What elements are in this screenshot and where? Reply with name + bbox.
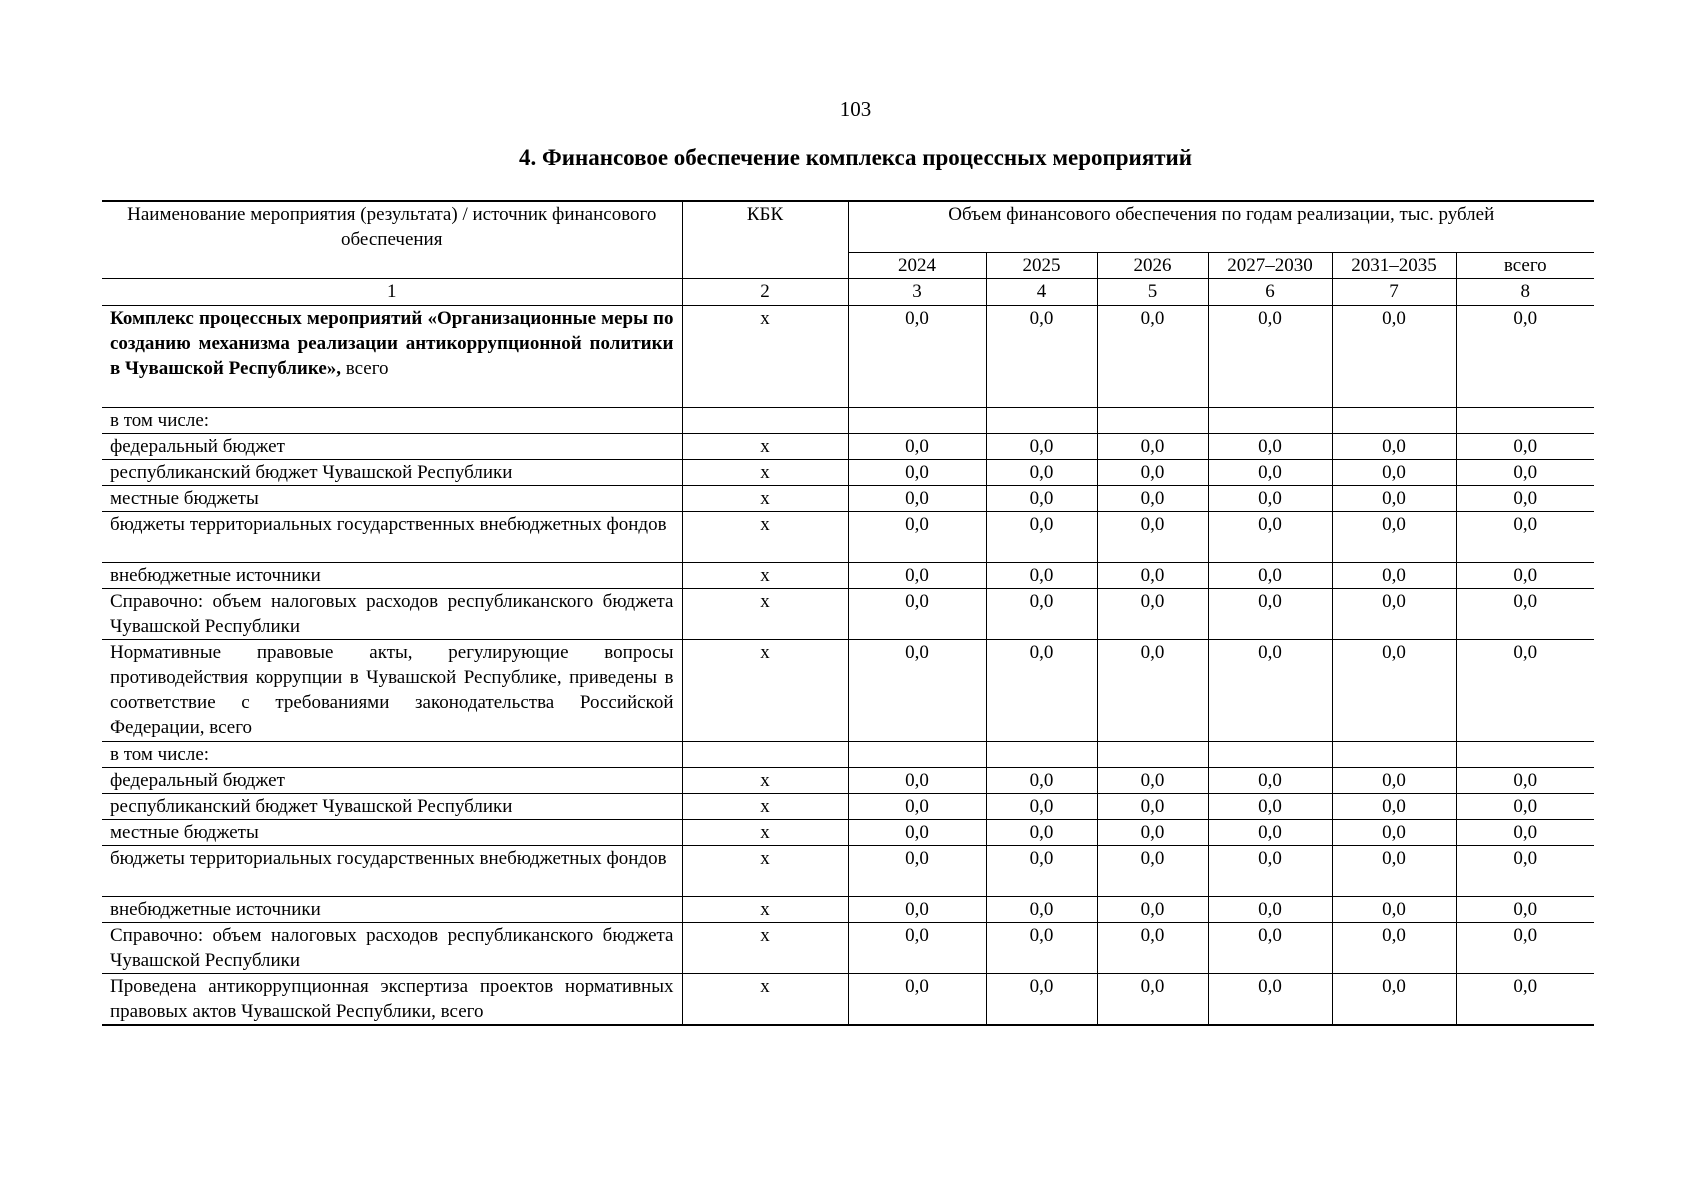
table-row	[102, 640, 1594, 742]
row-value: 0,0	[1097, 846, 1208, 897]
row-value: 0,0	[1332, 306, 1456, 408]
row-kbk: х	[682, 768, 848, 794]
table-row	[102, 846, 1594, 897]
row-value: 0,0	[1097, 434, 1208, 460]
row-kbk	[682, 742, 848, 768]
table-row	[102, 923, 1594, 974]
row-value: 0,0	[1097, 974, 1208, 1026]
row-value: 0,0	[1097, 486, 1208, 512]
row-value: 0,0	[1097, 768, 1208, 794]
table-row	[102, 306, 1594, 408]
table-row	[102, 742, 1594, 768]
row-value	[1332, 742, 1456, 768]
financing-table	[102, 200, 1594, 1026]
header-year-2024: 2024	[848, 253, 986, 279]
row-value: 0,0	[986, 486, 1097, 512]
page-number: 103	[839, 97, 872, 121]
header-row	[102, 201, 1594, 253]
column-number: 1	[102, 279, 682, 306]
row-kbk: х	[682, 923, 848, 974]
header-name: Наименование мероприятия (результата) / источник финансового обеспечения	[102, 201, 682, 279]
row-value: 0,0	[1332, 974, 1456, 1026]
column-number: 2	[682, 279, 848, 306]
row-value: 0,0	[1097, 897, 1208, 923]
header-year-2026: 2026	[1097, 253, 1208, 279]
row-value	[848, 408, 986, 434]
row-kbk: х	[682, 306, 848, 408]
row-value: 0,0	[1332, 486, 1456, 512]
table-row	[102, 486, 1594, 512]
row-value: 0,0	[1456, 563, 1594, 589]
row-value: 0,0	[848, 897, 986, 923]
row-value: 0,0	[1456, 512, 1594, 563]
row-name: республиканский бюджет Чувашской Республики	[102, 460, 682, 486]
row-value: 0,0	[848, 434, 986, 460]
row-name: Справочно: объем налоговых расходов республиканского бюджета Чувашской Республики	[102, 589, 682, 640]
row-name-tail: всего	[345, 358, 389, 379]
table-row	[102, 512, 1594, 563]
row-kbk: х	[682, 974, 848, 1026]
row-value: 0,0	[1456, 974, 1594, 1026]
table-row	[102, 408, 1594, 434]
row-kbk: х	[682, 897, 848, 923]
row-value: 0,0	[1097, 306, 1208, 408]
row-value: 0,0	[1456, 589, 1594, 640]
row-kbk: х	[682, 589, 848, 640]
row-value: 0,0	[986, 923, 1097, 974]
row-value: 0,0	[1456, 768, 1594, 794]
row-value: 0,0	[986, 768, 1097, 794]
row-value: 0,0	[1332, 640, 1456, 742]
row-name	[102, 306, 682, 408]
row-value: 0,0	[986, 434, 1097, 460]
row-value: 0,0	[848, 589, 986, 640]
row-value: 0,0	[1332, 563, 1456, 589]
row-value: 0,0	[986, 640, 1097, 742]
row-name: местные бюджеты	[102, 820, 682, 846]
row-value	[1456, 742, 1594, 768]
row-value: 0,0	[1332, 846, 1456, 897]
row-value: 0,0	[1208, 563, 1332, 589]
row-value: 0,0	[848, 306, 986, 408]
header-year-2031-2035: 2031–2035	[1332, 253, 1456, 279]
row-value: 0,0	[1332, 589, 1456, 640]
row-value: 0,0	[848, 563, 986, 589]
row-value: 0,0	[986, 589, 1097, 640]
column-numbers-row	[102, 279, 1594, 306]
row-value: 0,0	[848, 768, 986, 794]
row-value: 0,0	[1456, 846, 1594, 897]
row-value: 0,0	[848, 460, 986, 486]
row-name: республиканский бюджет Чувашской Республики	[102, 794, 682, 820]
table-row	[102, 897, 1594, 923]
column-number: 5	[1097, 279, 1208, 306]
row-value: 0,0	[1097, 820, 1208, 846]
row-kbk: х	[682, 486, 848, 512]
row-kbk: х	[682, 640, 848, 742]
row-value: 0,0	[848, 820, 986, 846]
row-value	[1097, 408, 1208, 434]
row-value: 0,0	[848, 486, 986, 512]
row-value: 0,0	[986, 306, 1097, 408]
table-row	[102, 768, 1594, 794]
row-value: 0,0	[1208, 768, 1332, 794]
row-value: 0,0	[1208, 486, 1332, 512]
row-value: 0,0	[1208, 974, 1332, 1026]
row-value	[986, 408, 1097, 434]
header-kbk: КБК	[682, 201, 848, 279]
row-name: Нормативные правовые акты, регулирующие вопросы противодействия коррупции в Чувашской Республике, приведены в соответствие с требованиями законодательства Российской Федерации, всего	[102, 640, 682, 742]
column-number: 3	[848, 279, 986, 306]
row-value: 0,0	[1208, 820, 1332, 846]
row-value: 0,0	[1208, 434, 1332, 460]
row-value: 0,0	[986, 820, 1097, 846]
row-value: 0,0	[1456, 306, 1594, 408]
row-value: 0,0	[1208, 846, 1332, 897]
row-kbk: х	[682, 460, 848, 486]
row-name: Справочно: объем налоговых расходов республиканского бюджета Чувашской Республики	[102, 923, 682, 974]
row-kbk: х	[682, 563, 848, 589]
row-value: 0,0	[1332, 434, 1456, 460]
row-value: 0,0	[1208, 897, 1332, 923]
row-value: 0,0	[848, 923, 986, 974]
row-name-main: Комплекс процессных мероприятий «Организационные меры по созданию механизма реализации антикоррупционной политики в Чувашской Республике»,	[110, 308, 674, 379]
row-kbk: х	[682, 846, 848, 897]
row-value: 0,0	[986, 794, 1097, 820]
row-kbk: х	[682, 512, 848, 563]
row-value: 0,0	[1208, 512, 1332, 563]
row-value: 0,0	[1097, 563, 1208, 589]
column-number: 6	[1208, 279, 1332, 306]
row-value: 0,0	[1097, 460, 1208, 486]
row-value: 0,0	[1456, 640, 1594, 742]
row-name: Проведена антикоррупционная экспертиза проектов нормативных правовых актов Чувашской Республики, всего	[102, 974, 682, 1026]
row-value: 0,0	[1332, 512, 1456, 563]
row-value: 0,0	[986, 897, 1097, 923]
row-value: 0,0	[986, 563, 1097, 589]
row-name: федеральный бюджет	[102, 434, 682, 460]
table-row	[102, 794, 1594, 820]
column-number: 4	[986, 279, 1097, 306]
row-value	[1456, 408, 1594, 434]
row-value: 0,0	[1456, 820, 1594, 846]
row-value: 0,0	[986, 460, 1097, 486]
row-value: 0,0	[1332, 460, 1456, 486]
table-row	[102, 434, 1594, 460]
row-kbk: х	[682, 794, 848, 820]
row-value	[986, 742, 1097, 768]
row-value: 0,0	[986, 846, 1097, 897]
row-value: 0,0	[1097, 512, 1208, 563]
row-value: 0,0	[1456, 923, 1594, 974]
row-value: 0,0	[1332, 923, 1456, 974]
row-value: 0,0	[1208, 923, 1332, 974]
row-name: в том числе:	[102, 742, 682, 768]
table-row	[102, 820, 1594, 846]
row-value: 0,0	[848, 794, 986, 820]
row-value: 0,0	[1208, 640, 1332, 742]
row-value: 0,0	[848, 974, 986, 1026]
row-value: 0,0	[1208, 460, 1332, 486]
column-number: 8	[1456, 279, 1594, 306]
row-name: федеральный бюджет	[102, 768, 682, 794]
row-value	[1332, 408, 1456, 434]
row-value: 0,0	[1097, 794, 1208, 820]
column-number: 7	[1332, 279, 1456, 306]
row-value: 0,0	[1332, 794, 1456, 820]
row-name: в том числе:	[102, 408, 682, 434]
row-value: 0,0	[848, 512, 986, 563]
row-value	[1097, 742, 1208, 768]
row-value: 0,0	[986, 512, 1097, 563]
row-value: 0,0	[1097, 923, 1208, 974]
row-value: 0,0	[848, 846, 986, 897]
row-value: 0,0	[1332, 820, 1456, 846]
row-value	[1208, 742, 1332, 768]
header-volume: Объем финансового обеспечения по годам реализации, тыс. рублей	[848, 201, 1594, 253]
row-value: 0,0	[1332, 897, 1456, 923]
row-kbk: х	[682, 820, 848, 846]
row-value: 0,0	[1456, 794, 1594, 820]
row-value	[1208, 408, 1332, 434]
row-name: внебюджетные источники	[102, 897, 682, 923]
row-value: 0,0	[848, 640, 986, 742]
row-value: 0,0	[1456, 486, 1594, 512]
row-name: местные бюджеты	[102, 486, 682, 512]
table-row	[102, 589, 1594, 640]
row-kbk: х	[682, 434, 848, 460]
row-kbk	[682, 408, 848, 434]
table-row	[102, 460, 1594, 486]
row-value: 0,0	[986, 974, 1097, 1026]
row-value: 0,0	[1208, 589, 1332, 640]
row-value: 0,0	[1097, 589, 1208, 640]
row-value: 0,0	[1208, 794, 1332, 820]
row-value: 0,0	[1097, 640, 1208, 742]
table-row	[102, 563, 1594, 589]
table-row	[102, 974, 1594, 1026]
section-title: 4. Финансовое обеспечение комплекса процессных мероприятий	[518, 145, 1193, 170]
row-name: бюджеты территориальных государственных внебюджетных фондов	[102, 512, 682, 563]
row-value: 0,0	[1456, 434, 1594, 460]
row-name: внебюджетные источники	[102, 563, 682, 589]
row-value: 0,0	[1208, 306, 1332, 408]
row-value: 0,0	[1456, 460, 1594, 486]
row-value: 0,0	[1456, 897, 1594, 923]
header-total: всего	[1456, 253, 1594, 279]
row-name: бюджеты территориальных государственных внебюджетных фондов	[102, 846, 682, 897]
header-year-2025: 2025	[986, 253, 1097, 279]
row-value	[848, 742, 986, 768]
row-value: 0,0	[1332, 768, 1456, 794]
header-year-2027-2030: 2027–2030	[1208, 253, 1332, 279]
